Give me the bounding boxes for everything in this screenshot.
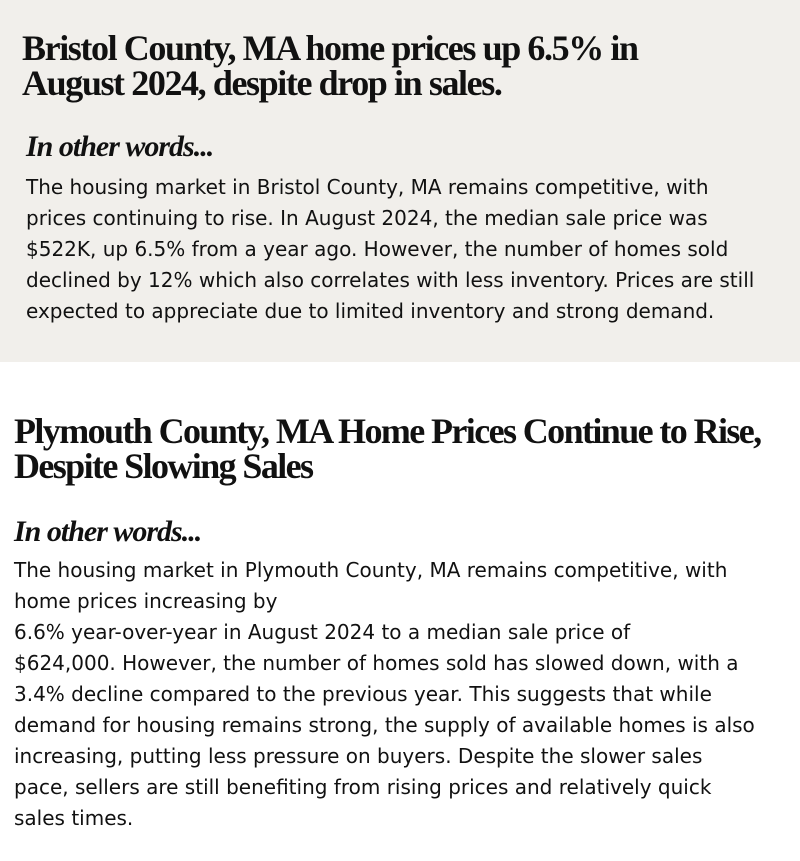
bristol-body-line: $522K, up 6.5% from a year ago. However, the number of homes sold xyxy=(26,237,729,261)
plymouth-subhead: In other words... xyxy=(14,515,202,548)
plymouth-body-line: sales times. xyxy=(14,806,134,830)
bristol-section xyxy=(0,0,800,362)
bristol-body-line: declined by 12% which also correlates with less inventory. Prices are still xyxy=(26,268,755,292)
plymouth-headline-line-1 xyxy=(14,411,800,451)
plymouth-body-line: 6.6% year-over-year in August 2024 to a median sale price of xyxy=(14,620,631,644)
bristol-body-line: prices continuing to rise. In August 2024, the median sale price was xyxy=(26,206,708,230)
plymouth-body-line: demand for housing remains strong, the supply of available homes is also xyxy=(14,713,755,737)
bristol-headline-line-1 xyxy=(22,28,722,68)
plymouth-body-line: $624,000. However, the number of homes sold has slowed down, with a xyxy=(14,651,739,675)
plymouth-headline-rest: MA Home Prices Continue to Rise, xyxy=(268,411,761,451)
bristol-headline-bold: Bristol County xyxy=(22,28,228,68)
bristol-headline xyxy=(22,28,722,103)
plymouth-body xyxy=(14,555,794,834)
bristol-body-line: The housing market in Bristol County, MA remains competitive, with xyxy=(26,175,709,199)
plymouth-body-line: increasing, putting less pressure on buyers. Despite the slower sales xyxy=(14,744,703,768)
bristol-headline-rest: , MA home prices up 6.5% in xyxy=(227,28,638,68)
plymouth-headline-bold: Plymouth County, xyxy=(14,411,269,451)
plymouth-headline-line-2: Despite Slowing Sales xyxy=(14,446,313,486)
bristol-headline-line-2: August 2024, despite drop in sales. xyxy=(22,63,502,103)
bristol-subhead: In other words... xyxy=(26,130,214,163)
plymouth-body-line: pace, sellers are still benefiting from rising prices and relatively quick xyxy=(14,775,712,799)
bristol-body-line: expected to appreciate due to limited inventory and strong demand. xyxy=(26,299,715,323)
plymouth-body-line: 3.4% decline compared to the previous year. This suggests that while xyxy=(14,682,712,706)
plymouth-headline xyxy=(14,411,800,486)
plymouth-body-line: home prices increasing by xyxy=(14,589,278,613)
plymouth-body-line: The housing market in Plymouth County, MA remains competitive, with xyxy=(14,558,728,582)
bristol-body xyxy=(26,172,786,327)
